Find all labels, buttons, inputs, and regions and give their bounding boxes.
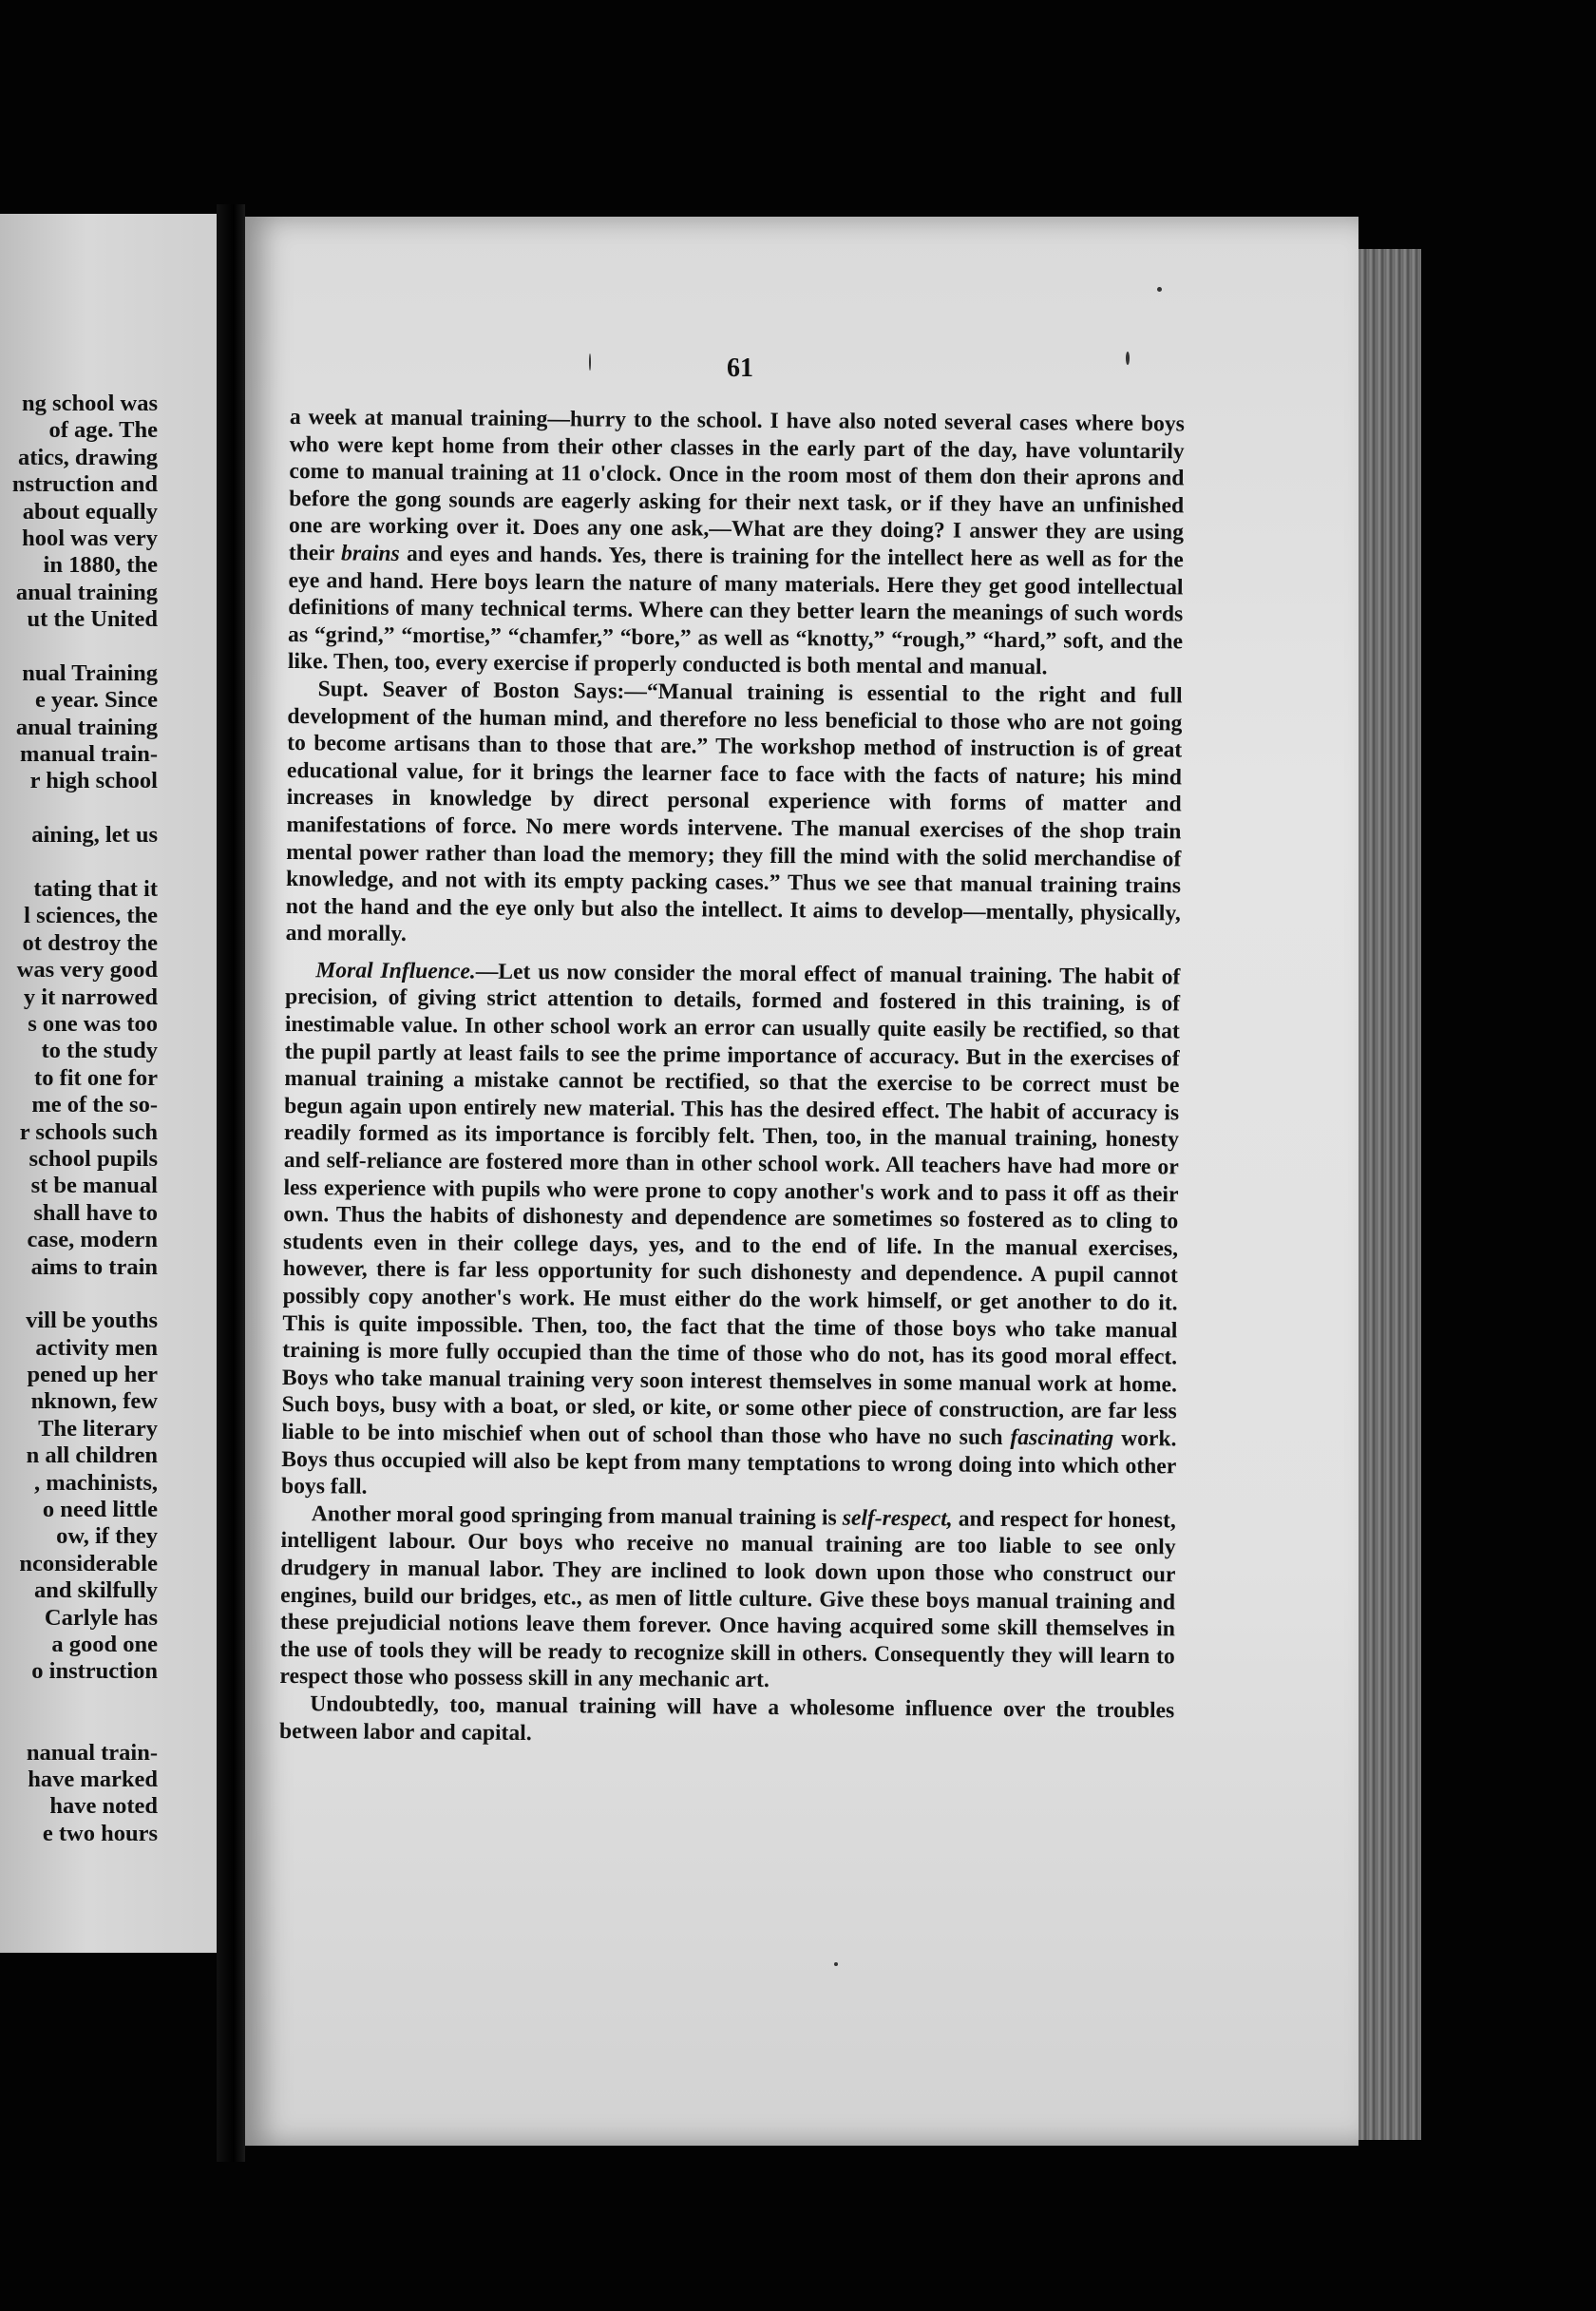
previous-page-line: activity men — [35, 1334, 158, 1361]
previous-page-line: anual training — [15, 714, 158, 740]
paragraph-p2 — [286, 676, 1183, 954]
paragraph-text: work. Boys thus occupied will also be kept from many temptations to wrong doing into which other boys fall. — [280, 1425, 1177, 1499]
previous-page-line: me of the so- — [31, 1092, 158, 1118]
previous-page-text — [0, 391, 158, 1847]
previous-page-line: o need little — [42, 1497, 158, 1523]
previous-page-line: st be manual — [30, 1173, 158, 1199]
previous-page-line: to the study — [41, 1038, 158, 1064]
previous-page-line: tating that it — [33, 876, 158, 903]
previous-page-line: and skilfully — [33, 1577, 158, 1604]
paragraph-text: Supt. Seaver of Boston Says:—“Manual training is essential to the right and full development of the human mind, and therefore no less beneficial to those who are not going to become artisans than to those that are.” The workshop method of instruction is of great educational value, for it brings the learner face to face with the facts of nature; his mind increases in knowledge by direct personal experience with forms of matter and manifestations of force. No mere words intervene. The manual exercises of the shop train mental power rather than load the memory; they fill the mind with the solid merchandise of knowledge, and not with its empty packing cases.” Thus we see that manual training trains not the hand and the eye only but also the intellect. It aims to develop—mentally, physically, and morally. — [285, 677, 1183, 947]
italic-text: brains — [341, 541, 400, 566]
paragraph-text: and eyes and hands. Yes, there is training for the intellect here as well as for the eye and hand. Here boys learn the nature of many materials. Here they get good intellectual definitions of many technical terms. Where can they better learn the meanings of such words as “grind,” “mortise,” “chamfer,” “bore,” as well as “knotty,” “rough,” “hard,” soft, and the like. Then, too, every exercise if properly conducted is both mental and manual. — [287, 541, 1184, 680]
previous-page-line — [0, 1281, 158, 1308]
previous-page-line: of age. The — [48, 417, 158, 444]
ink-speck — [589, 353, 591, 371]
previous-page-line — [0, 1712, 158, 1739]
previous-page-line: l sciences, the — [24, 903, 158, 929]
previous-page-line: r schools such — [19, 1118, 158, 1145]
previous-page-line: n all children — [26, 1442, 158, 1469]
paragraph-p3 — [281, 957, 1180, 1507]
previous-page-line: aims to train — [30, 1253, 158, 1280]
previous-page-line: about equally — [22, 498, 158, 525]
book-gutter — [217, 204, 245, 2162]
previous-page-line: a good one — [51, 1631, 158, 1657]
italic-text: Moral Influence. — [315, 958, 476, 984]
previous-page-line: atics, drawing — [18, 444, 158, 470]
previous-page-line: pened up her — [27, 1362, 158, 1388]
previous-page-line: aining, let us — [31, 822, 158, 849]
previous-page-line: ow, if they — [56, 1523, 158, 1550]
previous-page-line: o instruction — [31, 1658, 158, 1685]
ink-speck — [1157, 287, 1162, 292]
previous-page-line — [0, 1686, 158, 1712]
previous-page-line: r high school — [29, 768, 158, 794]
previous-page-line: Carlyle has — [44, 1604, 158, 1631]
ink-speck — [834, 1962, 838, 1966]
previous-page-line — [0, 634, 158, 660]
previous-page-line — [0, 795, 158, 822]
italic-text: fascinating — [1010, 1424, 1114, 1451]
previous-page-line: vill be youths — [26, 1308, 158, 1334]
previous-page-line: nual Training — [22, 659, 158, 686]
previous-page-line: shall have to — [33, 1199, 158, 1226]
previous-page-line: manual train- — [20, 741, 158, 768]
page-body-text — [279, 404, 1185, 1751]
previous-page-line: e year. Since — [34, 687, 158, 714]
page-number: 61 — [727, 353, 753, 383]
previous-page-line: ut the United — [27, 606, 158, 633]
previous-page-line: nconsiderable — [19, 1550, 158, 1576]
previous-page-line: was very good — [16, 957, 158, 984]
previous-page-line: hool was very — [22, 525, 158, 551]
previous-page-line: The literary — [38, 1415, 158, 1442]
paragraph-text: Undoubtedly, too, manual training will have a wholesome influence over the troubles between labor and capital. — [278, 1691, 1175, 1746]
paragraph-p4 — [279, 1500, 1176, 1698]
previous-page-line: have marked — [28, 1766, 158, 1792]
previous-page-line: nanual train- — [26, 1739, 158, 1766]
paragraph-text: a week at manual training—hurry to the school. I have also noted several cases where boys who were kept home from their other classes in the early part of the day, have voluntarily come to manual training at 11 o'clock. Once in the room most of them don their aprons and before the gong sounds are eagerly asking for their next task, or if they have an unfinished one are working over it. Does any one ask,—What are they doing? I answer they are using their — [288, 404, 1185, 566]
previous-page-line: ot destroy the — [22, 929, 158, 956]
previous-page-line: to fit one for — [34, 1064, 158, 1091]
previous-page-line: in 1880, the — [43, 552, 158, 579]
ink-speck — [1126, 352, 1130, 365]
previous-page-line: s one was too — [28, 1010, 158, 1037]
previous-page-line: have noted — [49, 1793, 158, 1820]
previous-page-line: ng school was — [22, 391, 158, 416]
paragraph-text: Another moral good springing from manual training is — [311, 1500, 843, 1531]
previous-page-line: y it narrowed — [23, 984, 158, 1010]
paragraph-p5 — [279, 1690, 1174, 1752]
italic-text: self-respect, — [842, 1505, 953, 1532]
previous-page-line: nstruction and — [11, 471, 158, 498]
previous-page-line: , machinists, — [33, 1469, 158, 1496]
paragraph-text: —Let us now consider the moral effect of manual training. The habit of precision, of giving strict attention to details, formed and fostered in this training, is of inestimable value. In other school work an error can usually quite easily be rectified, so that the pupil partly at least fails to see the prime importance of accuracy. But in the exercises of manual training a mistake cannot be rectified, so that the exercise to be correct must be begun again upon entirely new material. This has the desired effect. The habit of accuracy is readily formed as its importance is forcibly felt. Then, too, in the manual training, honesty and self-reliance are fostered more than in other school work. All teachers have had more or less experience with pupils who were prone to copy another's work and to pass it off as their own. Thus the habits of dishonesty and dependence are sometimes so fostered as to cling to students even in their college days, yes, and to the end of life. In the manual exercises, however, there is far less opportunity for such dishonesty and dependence. A pupil cannot possibly copy another's work. He must either do the work himself, or get another to do it. This is quite impossible. Then, too, the fact that the time of those boys who take manual training is more fully occupied than the time of those who do not, has its good moral effect. Boys who take manual training very soon interest themselves in some manual work at home. Such boys, busy with a boat, or sled, or kite, or some other piece of construction, are far less liable to be into mischief when out of school than those who have no such — [281, 959, 1181, 1450]
previous-page-line: anual training — [15, 579, 158, 605]
paragraph-p1 — [288, 404, 1185, 682]
previous-page-line: e two hours — [42, 1820, 158, 1846]
paragraph-text: and respect for honest, intelligent labour. Our boys who receive no manual training are too liable to see only drudgery in manual labor. They are inclined to look down upon those who construct our engines, build our bridges, etc., as men of little culture. Give these boys manual training and these prejudicial notions leave them forever. Once having acquired some skill themselves in the use of tools they will be ready to recognize skill in others. Consequently they will learn to respect those who possess skill in any mechanic art. — [279, 1506, 1176, 1693]
previous-page-line: school pupils — [28, 1145, 158, 1172]
previous-page-line: nknown, few — [30, 1388, 158, 1415]
previous-page-line — [0, 850, 158, 876]
page-edge-stack — [1351, 249, 1421, 2140]
previous-page-fragment — [0, 214, 217, 1953]
previous-page-line: case, modern — [27, 1227, 158, 1253]
